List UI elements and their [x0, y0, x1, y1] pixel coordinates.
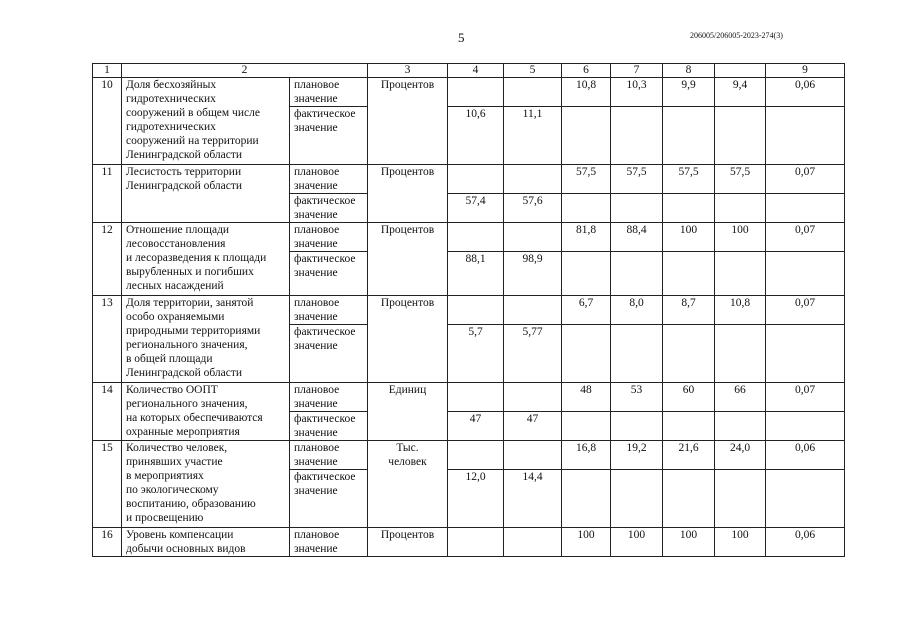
empty-cell: [562, 107, 611, 165]
table-row: [93, 78, 845, 107]
plan-value-col6: 81,8: [562, 223, 611, 252]
indicator-name-line: регионального значения,: [126, 398, 248, 410]
empty-cell: [663, 325, 715, 383]
empty-cell: [611, 412, 663, 441]
weight-col9: 0,06: [766, 78, 845, 107]
empty-cell: [715, 412, 766, 441]
plan-label-line: плановое: [294, 529, 340, 541]
indicator-name-line: особо охраняемыми: [126, 311, 225, 323]
indicator-name-line: Количество человек,: [126, 442, 228, 454]
plan-value-col6: 48: [562, 383, 611, 412]
unit-line: Процентов: [380, 166, 435, 178]
indicator-name: [122, 165, 290, 223]
fact-value-col5: 11,1: [504, 107, 562, 165]
plan-label-line: плановое: [294, 442, 340, 454]
column-header: 9: [766, 64, 845, 78]
plan-label-line: значение: [294, 238, 338, 250]
fact-label-line: фактическое: [294, 253, 356, 265]
indicator-name-line: Доля бесхозяйных: [126, 79, 217, 91]
empty-cell: [562, 470, 611, 528]
plan-value-col6: 10,8: [562, 78, 611, 107]
plan-value-col7: 10,3: [611, 78, 663, 107]
empty-cell: [562, 412, 611, 441]
row-number: 11: [93, 165, 122, 223]
plan-label-line: значение: [294, 543, 338, 555]
column-header: 1: [93, 64, 122, 78]
row-number: 16: [93, 528, 122, 557]
plan-value-col6: 100: [562, 528, 611, 557]
plan-value-col8: 100: [663, 223, 715, 252]
fact-label: [290, 194, 368, 223]
empty-cell: [611, 107, 663, 165]
fact-value-col4: 12,0: [448, 470, 504, 528]
row-number: 15: [93, 441, 122, 528]
unit: [368, 383, 448, 441]
row-number: 10: [93, 78, 122, 165]
indicator-name: [122, 223, 290, 296]
column-header: 7: [611, 64, 663, 78]
empty-cell: [715, 107, 766, 165]
fact-value-col5: 47: [504, 412, 562, 441]
unit: [368, 296, 448, 383]
indicator-name-line: Ленинградской области: [126, 367, 243, 379]
plan-value-col4: [448, 383, 504, 412]
empty-cell: [663, 194, 715, 223]
unit: [368, 441, 448, 528]
fact-value-col4: 10,6: [448, 107, 504, 165]
plan-value-col5: [504, 441, 562, 470]
fact-value-col5: 57,6: [504, 194, 562, 223]
plan-label-line: плановое: [294, 297, 340, 309]
fact-value-col5: 5,77: [504, 325, 562, 383]
indicator-name-line: Доля территории, занятой: [126, 297, 254, 309]
unit-line: человек: [388, 456, 427, 468]
column-number-row: [93, 64, 845, 78]
empty-cell: [766, 194, 845, 223]
plan-label-line: значение: [294, 398, 338, 410]
plan-label: [290, 528, 368, 557]
plan-value-col7: 100: [611, 528, 663, 557]
fact-value-col4: 5,7: [448, 325, 504, 383]
plan-value-col4: [448, 296, 504, 325]
plan-value-col7: 8,0: [611, 296, 663, 325]
empty-cell: [663, 470, 715, 528]
plan-value-col7: 19,2: [611, 441, 663, 470]
indicator-name-line: и просвещению: [126, 512, 204, 524]
empty-cell: [715, 470, 766, 528]
indicator-name-line: воспитанию, образованию: [126, 498, 256, 510]
weight-col9: 0,06: [766, 441, 845, 470]
fact-label-line: значение: [294, 267, 338, 279]
indicator-name-line: Ленинградской области: [126, 149, 243, 161]
weight-col9: 0,07: [766, 165, 845, 194]
indicator-name: [122, 296, 290, 383]
table-row: [93, 528, 845, 557]
indicator-name-line: Уровень компенсации: [126, 529, 234, 541]
empty-cell: [766, 412, 845, 441]
plan-label-line: значение: [294, 93, 338, 105]
empty-cell: [611, 325, 663, 383]
indicator-name-line: лесовосстановления: [126, 238, 226, 250]
empty-cell: [562, 194, 611, 223]
column-header: 2: [122, 64, 368, 78]
table-row: [93, 383, 845, 412]
empty-cell: [715, 194, 766, 223]
page-number: 5: [458, 30, 465, 45]
plan-value-col4: [448, 165, 504, 194]
plan-label: [290, 383, 368, 412]
indicator-name: [122, 78, 290, 165]
plan-label-line: значение: [294, 456, 338, 468]
indicator-name: [122, 528, 290, 557]
unit-line: Процентов: [380, 224, 435, 236]
indicator-name-line: принявших участие: [126, 456, 223, 468]
indicator-name-line: на которых обеспечиваются: [126, 412, 263, 424]
plan-label: [290, 296, 368, 325]
unit: [368, 78, 448, 165]
row-number: 13: [93, 296, 122, 383]
indicator-name-line: лесных насаждений: [126, 280, 224, 292]
indicators-table: [92, 63, 845, 557]
indicator-name-line: Ленинградской области: [126, 180, 243, 192]
plan-value-col4: [448, 78, 504, 107]
plan-value-col8b: 100: [715, 528, 766, 557]
empty-cell: [562, 252, 611, 296]
indicator-name-line: по экологическому: [126, 484, 219, 496]
plan-value-col8b: 10,8: [715, 296, 766, 325]
indicator-name-line: и лесоразведения к площади: [126, 252, 267, 264]
unit-line: Тыс.: [396, 442, 419, 454]
plan-label-line: значение: [294, 311, 338, 323]
plan-label: [290, 223, 368, 252]
plan-value-col5: [504, 165, 562, 194]
plan-value-col8: 60: [663, 383, 715, 412]
weight-col9: 0,06: [766, 528, 845, 557]
fact-value-col4: 57,4: [448, 194, 504, 223]
table-row: [93, 223, 845, 252]
column-header: 5: [504, 64, 562, 78]
unit-line: Процентов: [380, 79, 435, 91]
fact-label-line: значение: [294, 427, 338, 439]
fact-label-line: фактическое: [294, 471, 356, 483]
empty-cell: [766, 252, 845, 296]
unit-line: Процентов: [380, 529, 435, 541]
fact-label: [290, 470, 368, 528]
indicator-name-line: гидротехнических: [126, 93, 216, 105]
column-header: 8: [663, 64, 715, 78]
document-code: 206005/206005-2023-274(3): [690, 31, 783, 40]
indicator-name-line: Отношение площади: [126, 224, 230, 236]
weight-col9: 0,07: [766, 223, 845, 252]
fact-label-line: значение: [294, 340, 338, 352]
unit: [368, 165, 448, 223]
indicator-name-line: в общей площади: [126, 353, 213, 365]
plan-value-col4: [448, 528, 504, 557]
plan-value-col8b: 9,4: [715, 78, 766, 107]
indicator-name-line: Лесистость территории: [126, 166, 242, 178]
fact-value-col5: 98,9: [504, 252, 562, 296]
table-row: [93, 296, 845, 325]
plan-label-line: плановое: [294, 224, 340, 236]
fact-value-col4: 47: [448, 412, 504, 441]
plan-value-col5: [504, 78, 562, 107]
indicator-name-line: сооружений на территории: [126, 135, 259, 147]
fact-label-line: фактическое: [294, 108, 356, 120]
fact-label-line: значение: [294, 122, 338, 134]
plan-value-col7: 57,5: [611, 165, 663, 194]
plan-value-col6: 57,5: [562, 165, 611, 194]
empty-cell: [715, 252, 766, 296]
empty-cell: [766, 107, 845, 165]
plan-label-line: плановое: [294, 79, 340, 91]
indicator-name-line: Количество ООПТ: [126, 384, 218, 396]
column-header: 4: [448, 64, 504, 78]
plan-value-col6: 6,7: [562, 296, 611, 325]
indicator-name-line: вырубленных и погибших: [126, 266, 254, 278]
plan-value-col8b: 100: [715, 223, 766, 252]
table-row: [93, 441, 845, 470]
weight-col9: 0,07: [766, 383, 845, 412]
plan-label-line: плановое: [294, 166, 340, 178]
table-row: [93, 165, 845, 194]
fact-label-line: фактическое: [294, 326, 356, 338]
plan-label: [290, 78, 368, 107]
plan-value-col4: [448, 441, 504, 470]
indicator-name: [122, 383, 290, 441]
plan-value-col5: [504, 528, 562, 557]
plan-label: [290, 165, 368, 194]
plan-value-col8: 21,6: [663, 441, 715, 470]
fact-label: [290, 107, 368, 165]
plan-value-col5: [504, 383, 562, 412]
empty-cell: [663, 412, 715, 441]
plan-label-line: плановое: [294, 384, 340, 396]
plan-value-col7: 88,4: [611, 223, 663, 252]
fact-value-col4: 88,1: [448, 252, 504, 296]
plan-value-col5: [504, 296, 562, 325]
empty-cell: [663, 252, 715, 296]
empty-cell: [611, 194, 663, 223]
empty-cell: [766, 325, 845, 383]
unit-line: Процентов: [380, 297, 435, 309]
empty-cell: [611, 470, 663, 528]
unit: [368, 223, 448, 296]
column-header: 3: [368, 64, 448, 78]
fact-label-line: фактическое: [294, 413, 356, 425]
fact-label: [290, 325, 368, 383]
plan-value-col6: 16,8: [562, 441, 611, 470]
indicator-name-line: сооружений в общем числе: [126, 107, 260, 119]
plan-label: [290, 441, 368, 470]
fact-label-line: фактическое: [294, 195, 356, 207]
row-number: 12: [93, 223, 122, 296]
plan-value-col8b: 57,5: [715, 165, 766, 194]
plan-value-col8: 8,7: [663, 296, 715, 325]
plan-value-col4: [448, 223, 504, 252]
plan-value-col8: 100: [663, 528, 715, 557]
weight-col9: 0,07: [766, 296, 845, 325]
fact-label-line: значение: [294, 485, 338, 497]
plan-value-col8b: 66: [715, 383, 766, 412]
unit: [368, 528, 448, 557]
indicator-name-line: природными территориями: [126, 325, 261, 337]
empty-cell: [562, 325, 611, 383]
indicator-name-line: гидротехнических: [126, 121, 216, 133]
unit-line: Единиц: [388, 384, 427, 396]
fact-value-col5: 14,4: [504, 470, 562, 528]
indicator-name-line: регионального значения,: [126, 339, 248, 351]
column-header: 6: [562, 64, 611, 78]
fact-label: [290, 252, 368, 296]
indicator-name: [122, 441, 290, 528]
fact-label: [290, 412, 368, 441]
empty-cell: [766, 470, 845, 528]
empty-cell: [663, 107, 715, 165]
plan-value-col8b: 24,0: [715, 441, 766, 470]
empty-cell: [715, 325, 766, 383]
indicator-name-line: охранные мероприятия: [126, 426, 240, 438]
indicator-name-line: добычи основных видов: [126, 543, 246, 555]
plan-label-line: значение: [294, 180, 338, 192]
plan-value-col7: 53: [611, 383, 663, 412]
fact-label-line: значение: [294, 209, 338, 221]
plan-value-col8: 57,5: [663, 165, 715, 194]
column-header: [715, 64, 766, 78]
plan-value-col5: [504, 223, 562, 252]
row-number: 14: [93, 383, 122, 441]
indicator-name-line: в мероприятиях: [126, 470, 204, 482]
empty-cell: [611, 252, 663, 296]
plan-value-col8: 9,9: [663, 78, 715, 107]
